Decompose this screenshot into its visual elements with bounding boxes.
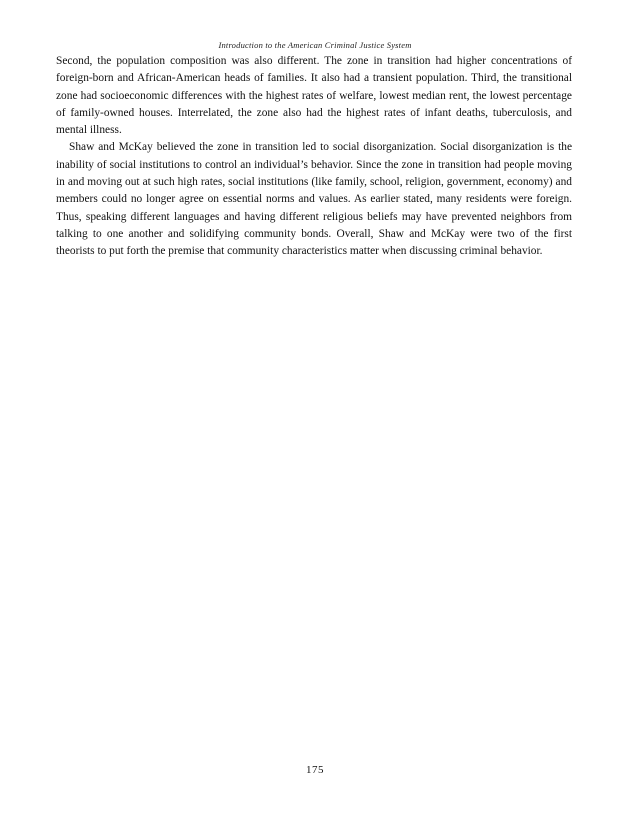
body-text xyxy=(56,53,572,261)
page-number: 175 xyxy=(306,764,324,776)
running-header: Introduction to the American Criminal Justice System xyxy=(218,40,412,50)
paragraph-population-composition: Second, the population composition was also different. The zone in transition had higher concentrations of foreign-born and African-American heads of families. It also had a transient population. Third, the transitional zone had socioeconomic differences with the highest rates of welfare, lowest median rent, the lowest percentage of family-owned houses. Interrelated, the zone also had the highest rates of infant deaths, tuberculosis, and mental illness. xyxy=(56,55,572,137)
paragraph-social-disorganization: Shaw and McKay believed the zone in transition led to social disorganization. Social disorganization is the inability of social institutions to control an individual’s behavior. Since the zone in transition had people moving in and moving out at such high rates, social institutions (like family, school, religion, government, economy) and members could no longer agree on essential norms and values. As earlier stated, many residents were foreign. Thus, speaking different languages and having different religious beliefs may have prevented neighbors from talking to one another and solidifying community bonds. Overall, Shaw and McKay were two of the first theorists to put forth the premise that community characteristics matter when discussing criminal behavior. xyxy=(56,141,572,258)
